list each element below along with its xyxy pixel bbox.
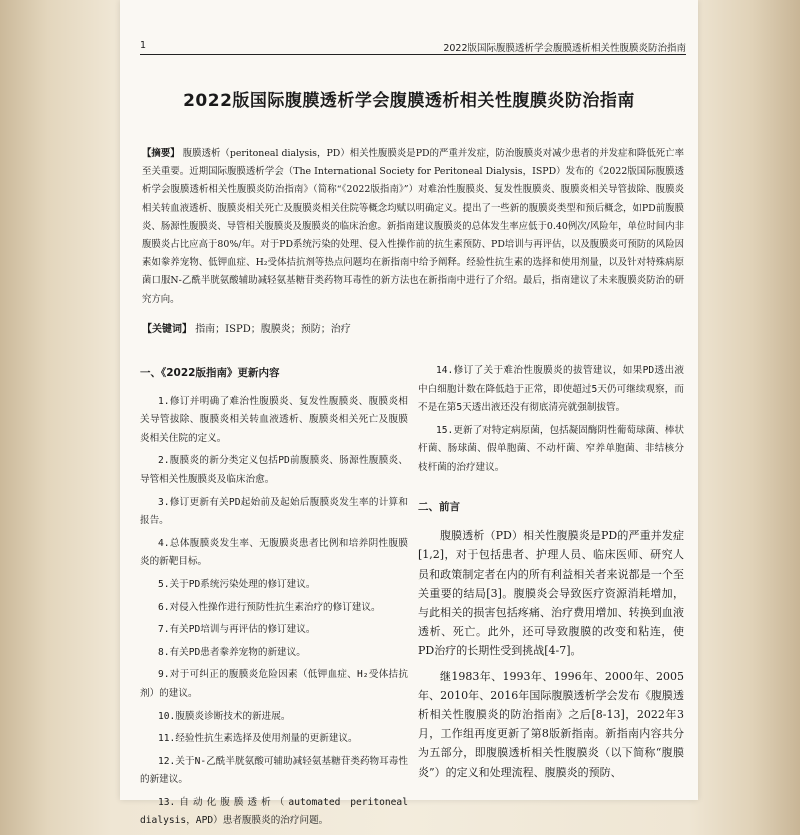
list-item: 7.有关PD培训与再评估的修订建议。 — [158, 624, 316, 636]
list-item: 15.更新了对特定病原菌，包括凝固酶阴性葡萄球菌、棒状杆菌、肠球菌、假单胞菌、不动杆菌、窄养单胞菌、非结核分枝杆菌的治疗建议。 — [418, 424, 684, 473]
list-item: 2.腹膜炎的新分类定义包括PD前腹膜炎、肠源性腹膜炎、导管相关性腹膜炎及临床治愈。 — [140, 455, 408, 485]
abstract-text: 腹膜透析（peritoneal dialysis，PD）相关性腹膜炎是PD的严重并发症，防治腹膜炎对减少患者的并发症和降低死亡率至关重要。近期国际腹膜透析学会（The International Society for Peritoneal Dialysis，ISPD）发布的《2022版国际腹膜透析学会腹膜透析相关性腹膜炎防治指南》（简称“《2022版指南》”）对难治性腹膜炎、复发性腹膜炎、腹膜炎相关导管拔除、腹膜炎相关转血液透析、腹膜炎相关死亡及腹膜炎相关住院等概念均赋以明确定义。提出了一些新的腹膜炎类型和预后概念，如PD前腹膜炎、肠源性腹膜炎、导管相关腹膜炎及腹膜炎的临床治愈。新指南建议腹膜炎的总体发生率应低于0.40例次/风险年，单位时间内非腹膜炎占比应高于80%/年。对于PD系统污染的处理、侵入性操作前的抗生素预防、PD培训与再评估，以及腹膜炎可预防的风险因素如豢养宠物、低钾血症、H₂受体拮抗剂等热点问题均在新指南中给予阐释。经验性抗生素的选择和使用剂量，以及针对特殊病原菌口服N-乙酰半胱氨酸辅助减轻氨基糖苷类药物耳毒性的新方法也在新指南中进行了介绍。最后，指南建议了未来腹膜炎防治的研究方向。 — [142, 148, 684, 305]
body-paragraph: 腹膜透析（PD）相关性腹膜炎是PD的严重并发症[1,2]，对于包括患者、护理人员、临床医师、研究人员和政策制定者在内的所有利益相关者来说都是一个至关重要的结局[3]。腹膜炎会导致医疗资源消耗增加，与此相关的损害包括疼痛、治疗费用增加、转换到血液透析、死亡。此外，还可导致腹膜的改变和粘连，使PD治疗的长期性受到挑战[4-7]。 — [418, 529, 684, 658]
right-column — [418, 362, 684, 788]
body-paragraph: 继1983年、1993年、1996年、2000年、2005年、2010年、2016年国际腹膜透析学会发布《腹膜透析相关性腹膜炎的防治指南》之后[8-13]，2022年3月，工作组再度更新了第8版新指南。新指南内容共分为五部分，即腹膜透析相关性腹膜炎（以下简称“腹膜炎”）的定义和处理流程、腹膜炎的预防、 — [418, 669, 684, 779]
document-page — [120, 0, 698, 827]
abstract — [142, 145, 684, 309]
keywords-label: 【关键词】 — [142, 324, 192, 335]
list-item: 4.总体腹膜炎发生率、无腹膜炎患者比例和培养阴性腹膜炎的新靶目标。 — [140, 537, 408, 568]
section-heading-updates: 一、《2022版指南》更新内容 — [140, 367, 280, 379]
section-heading-preface: 二、前言 — [418, 500, 460, 513]
list-item: 5.关于PD系统污染处理的修订建议。 — [158, 578, 316, 590]
keywords-text: 指南；ISPD；腹膜炎；预防；治疗 — [195, 324, 351, 335]
list-item: 11.经验性抗生素选择及使用剂量的更新建议。 — [158, 733, 358, 745]
list-item: 1.修订并明确了难治性腹膜炎、复发性腹膜炎、腹膜炎相关导管拔除、腹膜炎相关转血液透析、腹膜炎相关死亡及腹膜炎相关住院的定义。 — [140, 395, 408, 444]
list-item: 3.修订更新有关PD起始前及起始后腹膜炎发生率的计算和报告。 — [140, 496, 408, 527]
running-title: 2022版国际腹膜透析学会腹膜透析相关性腹膜炎防治指南 — [443, 43, 686, 54]
list-item: 12.关于N-乙酰半胱氨酸可辅助减轻氨基糖苷类药物耳毒性的新建议。 — [140, 755, 408, 786]
list-item: 13.自动化腹膜透析（automated peritoneal dialysis，APD）患者腹膜炎的治疗问题。 — [140, 796, 408, 827]
list-item: 9.对于可纠正的腹膜炎危险因素（低钾血症、H₂受体拮抗剂）的建议。 — [140, 669, 408, 699]
list-item: 6.对侵入性操作进行预防性抗生素治疗的修订建议。 — [158, 601, 381, 613]
keywords — [142, 320, 684, 335]
page-number: 1 — [140, 40, 147, 51]
left-column — [140, 362, 408, 835]
list-item: 14.修订了关于难治性腹膜炎的拔管建议，如果PD透出液中白细胞计数在降低趋于正常，即使超过5天仍可继续观察，而不是在第5天透出液还没有彻底清亮就强制拔管。 — [418, 365, 684, 414]
abstract-label: 【摘要】 — [142, 148, 180, 159]
list-item: 8.有关PD患者豢养宠物的新建议。 — [158, 646, 306, 658]
document-title: 2022版国际腹膜透析学会腹膜透析相关性腹膜炎防治指南 — [183, 91, 635, 111]
running-header — [140, 38, 686, 55]
list-item: 10.腹膜炎诊断技术的新进展。 — [158, 710, 291, 722]
